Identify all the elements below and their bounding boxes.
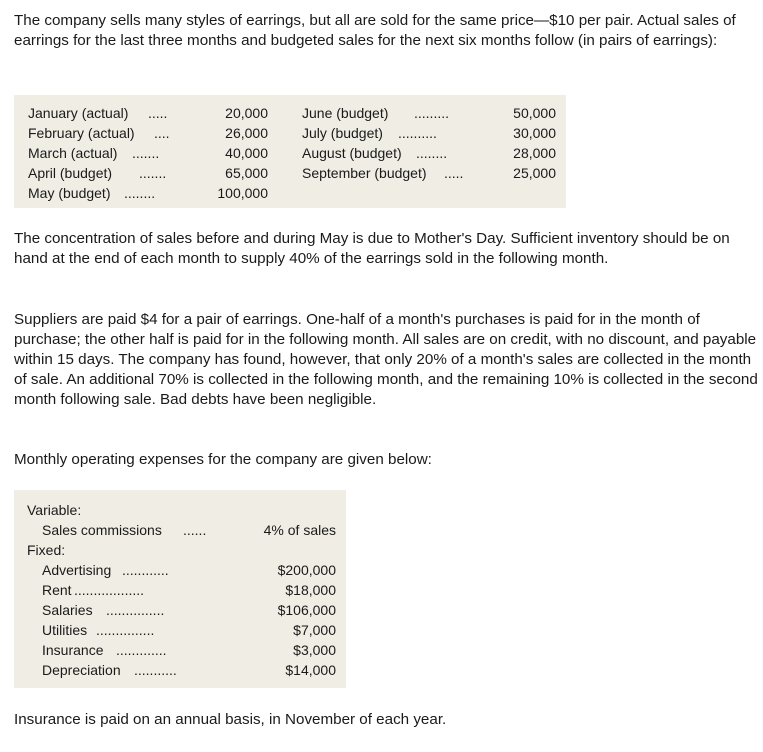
sales-label-february: February (actual): [28, 125, 135, 141]
sales-value-july: 30,000: [513, 125, 556, 141]
leader-dots: .............: [116, 642, 167, 658]
leader-dots: ...........: [134, 662, 177, 678]
leader-dots: ......: [183, 522, 207, 538]
expenses-intro: Monthly operating expenses for the company are given below:: [14, 451, 432, 468]
sales-label-april: April (budget): [28, 165, 113, 181]
variable-header: Variable:: [27, 502, 82, 518]
leader-dots: ..........: [398, 125, 437, 141]
leader-dots: ........: [416, 145, 448, 161]
expense-value-utilities: $7,000: [293, 622, 336, 638]
sales-label-june: June (budget): [302, 105, 389, 121]
expense-value-insurance: $3,000: [293, 642, 336, 658]
sales-value-may: 100,000: [217, 185, 268, 201]
expense-label-utilities: Utilities: [42, 622, 88, 638]
sales-value-march: 40,000: [225, 145, 268, 161]
sales-value-january: 20,000: [225, 105, 268, 121]
sales-label-august: August (budget): [302, 145, 402, 161]
leader-dots: .......: [139, 165, 167, 181]
expense-label-insurance: Insurance: [42, 642, 104, 658]
expense-value-sales-commissions: 4% of sales: [263, 522, 336, 538]
leader-dots: .....: [148, 105, 168, 121]
expense-label-rent: Rent: [42, 582, 72, 598]
leader-dots: ........: [124, 185, 156, 201]
expense-label-salaries: Salaries: [42, 602, 93, 618]
expense-label-sales-commissions: Sales commissions: [42, 522, 162, 538]
leader-dots: .......: [132, 145, 160, 161]
intro-paragraph: The company sells many styles of earrings, but all are sold for the same price—$10 per pair. Actual sales of earrings for the last three months and budgeted sales for the next six months follow (in pairs of earrings):: [14, 12, 736, 49]
sales-label-september: September (budget): [302, 165, 427, 181]
sales-value-february: 26,000: [225, 125, 268, 141]
leader-dots: .........: [414, 105, 450, 121]
leader-dots: ..................: [74, 582, 145, 598]
fixed-header: Fixed:: [27, 542, 66, 558]
expense-value-depreciation: $14,000: [285, 662, 336, 678]
leader-dots: ....: [154, 125, 170, 141]
insurance-note: Insurance is paid on an annual basis, in November of each year.: [14, 711, 447, 728]
sales-value-august: 28,000: [513, 145, 556, 161]
leader-dots: ............: [122, 562, 169, 578]
expense-value-rent: $18,000: [285, 582, 336, 598]
sales-value-september: 25,000: [513, 165, 556, 181]
suppliers-paragraph: Suppliers are paid $4 for a pair of earrings. One-half of a month's purchases is paid for in the month of purchase; the other half is paid for in the following month. All sales are on credit, with no discount, and payable within 15 days. The company has found, however, that only 20% of a month's sales are collected in the month of sale. An additional 70% is collected in the following month, and the remaining 10% is collected in the second month following sale. Bad debts have been negligible.: [14, 311, 758, 408]
sales-label-january: January (actual): [28, 105, 129, 121]
sales-label-july: July (budget): [302, 125, 383, 141]
sales-value-june: 50,000: [513, 105, 556, 121]
leader-dots: ...............: [106, 602, 165, 618]
sales-label-may: May (budget): [28, 185, 111, 201]
sales-label-march: March (actual): [28, 145, 118, 161]
leader-dots: ...............: [96, 622, 155, 638]
concentration-paragraph: The concentration of sales before and during May is due to Mother's Day. Sufficient inventory should be on hand at the end of each month to supply 40% of the earrings sold in the following month.: [14, 230, 730, 267]
expense-label-advertising: Advertising: [42, 562, 112, 578]
leader-dots: .....: [444, 165, 464, 181]
expense-label-depreciation: Depreciation: [42, 662, 121, 678]
expense-value-advertising: $200,000: [277, 562, 336, 578]
expenses-table: [14, 490, 346, 688]
sales-value-april: 65,000: [225, 165, 268, 181]
sales-table: [14, 95, 566, 208]
expense-value-salaries: $106,000: [277, 602, 336, 618]
